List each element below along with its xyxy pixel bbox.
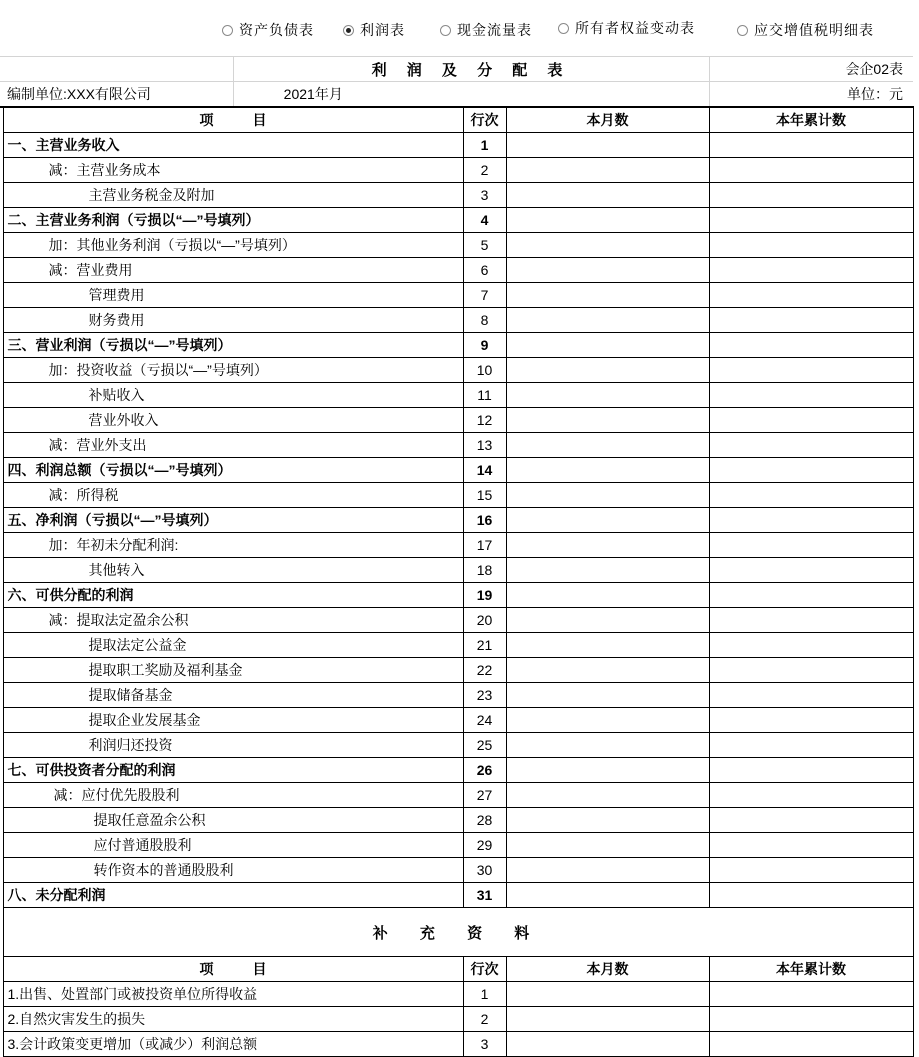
row-ytd-cell[interactable]: [709, 633, 913, 658]
row-month-cell[interactable]: [506, 833, 709, 858]
row-line-number[interactable]: 10: [463, 358, 506, 383]
row-item-label[interactable]: 其他转入: [3, 558, 463, 583]
row-month-cell[interactable]: [506, 533, 709, 558]
radio-label[interactable]: 利润表: [360, 22, 405, 38]
row-item-label[interactable]: 六、可供分配的利润: [3, 583, 463, 608]
row-ytd-cell[interactable]: [709, 408, 913, 433]
row-item-label[interactable]: 加：年初未分配利润:: [3, 533, 463, 558]
row-month-cell[interactable]: [506, 683, 709, 708]
reporting-entity[interactable]: 编制单位:XXX有限公司: [3, 82, 233, 108]
table-row: [0, 758, 913, 783]
row-month-cell[interactable]: [506, 208, 709, 233]
row-item-label[interactable]: 财务费用: [3, 308, 463, 333]
row-month-cell[interactable]: [506, 783, 709, 808]
row-month-cell[interactable]: [506, 583, 709, 608]
row-ytd-cell[interactable]: [709, 233, 913, 258]
row-item-label[interactable]: 提取职工奖励及福利基金: [3, 658, 463, 683]
table-row: [0, 133, 913, 158]
table-row: [0, 683, 913, 708]
table-row: [0, 833, 913, 858]
supplement-title-row: [0, 908, 913, 957]
row-ytd-cell[interactable]: [709, 533, 913, 558]
row-line-number[interactable]: 2: [463, 1007, 506, 1032]
row-item-label[interactable]: 利润归还投资: [3, 733, 463, 758]
table-row: [0, 783, 913, 808]
radio-icon[interactable]: [558, 23, 569, 34]
row-month-cell[interactable]: [506, 283, 709, 308]
column-header-row: [0, 107, 913, 133]
radio-equity-changes[interactable]: [558, 17, 695, 39]
row-month-cell[interactable]: [506, 233, 709, 258]
radio-label[interactable]: 现金流量表: [457, 22, 532, 38]
col-header-line[interactable]: 行次: [463, 957, 506, 982]
row-item-label[interactable]: 二、主营业务利润（亏损以“—”号填列）: [3, 208, 463, 233]
row-ytd-cell[interactable]: [709, 558, 913, 583]
row-line-number[interactable]: 15: [463, 483, 506, 508]
report-tab-bar: [0, 0, 919, 57]
row-ytd-cell[interactable]: [709, 608, 913, 633]
radio-label[interactable]: 资产负债表: [239, 22, 314, 38]
radio-icon[interactable]: [440, 25, 451, 36]
row-item-label[interactable]: 四、利润总额（亏损以“—”号填列）: [3, 458, 463, 483]
row-line-number[interactable]: 21: [463, 633, 506, 658]
row-item-label[interactable]: 减：营业外支出: [3, 433, 463, 458]
row-month-cell[interactable]: [506, 633, 709, 658]
row-ytd-cell[interactable]: [709, 308, 913, 333]
row-ytd-cell[interactable]: [709, 358, 913, 383]
row-month-cell[interactable]: [506, 383, 709, 408]
row-item-label[interactable]: 应付普通股股利: [3, 833, 463, 858]
row-item-label[interactable]: 一、主营业务收入: [3, 133, 463, 158]
table-row: [0, 558, 913, 583]
table-row: [0, 708, 913, 733]
row-month-cell[interactable]: [506, 183, 709, 208]
row-line-number[interactable]: 6: [463, 258, 506, 283]
row-item-label[interactable]: 转作资本的普通股股利: [3, 858, 463, 883]
row-line-number[interactable]: 13: [463, 433, 506, 458]
col-header-month[interactable]: 本月数: [506, 107, 709, 133]
row-ytd-cell[interactable]: [709, 783, 913, 808]
row-line-number[interactable]: 24: [463, 708, 506, 733]
row-line-number[interactable]: 29: [463, 833, 506, 858]
table-row: [0, 458, 913, 483]
row-month-cell[interactable]: [506, 333, 709, 358]
row-item-label[interactable]: 减：应付优先股股利: [3, 783, 463, 808]
table-row: [0, 808, 913, 833]
report-code[interactable]: 会企02表: [709, 57, 913, 82]
row-item-label[interactable]: 加：其他业务利润（亏损以“—”号填列）: [3, 233, 463, 258]
row-line-number[interactable]: 19: [463, 583, 506, 608]
row-ytd-cell[interactable]: [709, 1032, 913, 1057]
table-row: [0, 158, 913, 183]
row-line-number[interactable]: 7: [463, 283, 506, 308]
table-row: [0, 308, 913, 333]
row-item-label[interactable]: 三、营业利润（亏损以“—”号填列）: [3, 333, 463, 358]
row-line-number[interactable]: 4: [463, 208, 506, 233]
row-line-number[interactable]: 22: [463, 658, 506, 683]
table-row: [0, 433, 913, 458]
row-item-label[interactable]: 管理费用: [3, 283, 463, 308]
currency-unit[interactable]: 单位：元: [709, 82, 913, 108]
row-ytd-cell[interactable]: [709, 433, 913, 458]
row-item-label[interactable]: 营业外收入: [3, 408, 463, 433]
row-month-cell[interactable]: [506, 308, 709, 333]
row-line-number[interactable]: 5: [463, 233, 506, 258]
table-row: [0, 583, 913, 608]
row-line-number[interactable]: 23: [463, 683, 506, 708]
row-month-cell[interactable]: [506, 808, 709, 833]
row-ytd-cell[interactable]: [709, 683, 913, 708]
row-line-number[interactable]: 27: [463, 783, 506, 808]
row-month-cell[interactable]: [506, 658, 709, 683]
row-month-cell[interactable]: [506, 133, 709, 158]
row-line-number[interactable]: 20: [463, 608, 506, 633]
income-statement-table: [0, 56, 914, 1057]
row-item-label[interactable]: 八、未分配利润: [3, 883, 463, 908]
radio-income-statement[interactable]: [343, 19, 405, 41]
row-line-number[interactable]: 18: [463, 558, 506, 583]
row-month-cell[interactable]: [506, 982, 709, 1007]
row-line-number[interactable]: 25: [463, 733, 506, 758]
row-item-label[interactable]: 3.会计政策变更增加（或减少）利润总额: [3, 1032, 463, 1057]
row-month-cell[interactable]: [506, 608, 709, 633]
row-ytd-cell[interactable]: [709, 158, 913, 183]
table-row: [0, 233, 913, 258]
row-line-number[interactable]: 28: [463, 808, 506, 833]
col-header-month[interactable]: 本月数: [506, 957, 709, 982]
row-line-number[interactable]: 14: [463, 458, 506, 483]
row-month-cell[interactable]: [506, 1007, 709, 1032]
row-item-label[interactable]: 减：提取法定盈余公积: [3, 608, 463, 633]
row-ytd-cell[interactable]: [709, 858, 913, 883]
row-month-cell[interactable]: [506, 358, 709, 383]
row-line-number[interactable]: 1: [463, 133, 506, 158]
supplement-header-row: [0, 957, 913, 982]
table-row: [0, 283, 913, 308]
supplement-row: [0, 1032, 913, 1057]
row-line-number[interactable]: 2: [463, 158, 506, 183]
row-month-cell[interactable]: [506, 258, 709, 283]
row-month-cell[interactable]: [506, 883, 709, 908]
row-line-number[interactable]: 16: [463, 508, 506, 533]
row-month-cell[interactable]: [506, 433, 709, 458]
spreadsheet: [0, 56, 919, 1057]
report-period[interactable]: 2021年月: [283, 86, 343, 102]
row-item-label[interactable]: 提取任意盈余公积: [3, 808, 463, 833]
table-row: [0, 533, 913, 558]
table-row: [0, 608, 913, 633]
supplement-row: [0, 1007, 913, 1032]
row-ytd-cell[interactable]: [709, 883, 913, 908]
col-header-line[interactable]: 行次: [463, 107, 506, 133]
row-month-cell[interactable]: [506, 858, 709, 883]
col-header-item[interactable]: 项 目: [3, 107, 463, 133]
table-row: [0, 408, 913, 433]
row-month-cell[interactable]: [506, 1032, 709, 1057]
col-header-ytd[interactable]: 本年累计数: [709, 107, 913, 133]
row-ytd-cell[interactable]: [709, 483, 913, 508]
row-item-label[interactable]: 减：主营业务成本: [3, 158, 463, 183]
row-month-cell[interactable]: [506, 458, 709, 483]
radio-vat-detail[interactable]: [737, 19, 874, 41]
row-month-cell[interactable]: [506, 483, 709, 508]
row-line-number[interactable]: 3: [463, 183, 506, 208]
row-month-cell[interactable]: [506, 558, 709, 583]
radio-cash-flow[interactable]: [440, 19, 532, 41]
radio-label[interactable]: 所有者权益变动表: [575, 20, 695, 36]
radio-icon[interactable]: [737, 25, 748, 36]
row-month-cell[interactable]: [506, 508, 709, 533]
row-ytd-cell[interactable]: [709, 183, 913, 208]
row-month-cell[interactable]: [506, 158, 709, 183]
supplement-title[interactable]: 补 充 资 料: [3, 908, 913, 957]
row-ytd-cell[interactable]: [709, 508, 913, 533]
row-ytd-cell[interactable]: [709, 1007, 913, 1032]
row-ytd-cell[interactable]: [709, 808, 913, 833]
row-ytd-cell[interactable]: [709, 833, 913, 858]
row-ytd-cell[interactable]: [709, 758, 913, 783]
row-ytd-cell[interactable]: [709, 733, 913, 758]
meta-row: [0, 82, 913, 108]
row-ytd-cell[interactable]: [709, 458, 913, 483]
row-item-label[interactable]: 提取法定公益金: [3, 633, 463, 658]
radio-selected-icon[interactable]: [343, 25, 354, 36]
table-row: [0, 483, 913, 508]
row-line-number[interactable]: 11: [463, 383, 506, 408]
row-ytd-cell[interactable]: [709, 258, 913, 283]
row-item-label[interactable]: 2.自然灾害发生的损失: [3, 1007, 463, 1032]
radio-icon[interactable]: [222, 25, 233, 36]
radio-balance-sheet[interactable]: [222, 19, 314, 41]
row-line-number[interactable]: 1: [463, 982, 506, 1007]
row-item-label[interactable]: 减：营业费用: [3, 258, 463, 283]
row-item-label[interactable]: 提取储备基金: [3, 683, 463, 708]
row-line-number[interactable]: 3: [463, 1032, 506, 1057]
col-header-item[interactable]: 项 目: [3, 957, 463, 982]
row-ytd-cell[interactable]: [709, 208, 913, 233]
row-item-label[interactable]: 五、净利润（亏损以“—”号填列）: [3, 508, 463, 533]
row-ytd-cell[interactable]: [709, 383, 913, 408]
supplement-row: [0, 982, 913, 1007]
row-line-number[interactable]: 31: [463, 883, 506, 908]
row-ytd-cell[interactable]: [709, 708, 913, 733]
table-row: [0, 358, 913, 383]
row-line-number[interactable]: 8: [463, 308, 506, 333]
row-ytd-cell[interactable]: [709, 982, 913, 1007]
table-row: [0, 858, 913, 883]
title-row: [0, 57, 913, 82]
row-month-cell[interactable]: [506, 708, 709, 733]
row-line-number[interactable]: 26: [463, 758, 506, 783]
row-line-number[interactable]: 17: [463, 533, 506, 558]
row-line-number[interactable]: 30: [463, 858, 506, 883]
row-item-label[interactable]: 提取企业发展基金: [3, 708, 463, 733]
radio-label[interactable]: 应交增值税明细表: [754, 22, 874, 38]
table-row: [0, 733, 913, 758]
row-ytd-cell[interactable]: [709, 658, 913, 683]
row-item-label[interactable]: 1.出售、处置部门或被投资单位所得收益: [3, 982, 463, 1007]
table-row: [0, 658, 913, 683]
col-header-ytd[interactable]: 本年累计数: [709, 957, 913, 982]
row-item-label[interactable]: 主营业务税金及附加: [3, 183, 463, 208]
row-ytd-cell[interactable]: [709, 333, 913, 358]
table-row: [0, 208, 913, 233]
table-row: [0, 383, 913, 408]
row-line-number[interactable]: 9: [463, 333, 506, 358]
row-month-cell[interactable]: [506, 758, 709, 783]
table-row: [0, 883, 913, 908]
row-line-number[interactable]: 12: [463, 408, 506, 433]
table-row: [0, 183, 913, 208]
row-item-label[interactable]: 七、可供投资者分配的利润: [3, 758, 463, 783]
row-ytd-cell[interactable]: [709, 283, 913, 308]
table-row: [0, 333, 913, 358]
table-row: [0, 633, 913, 658]
row-item-label[interactable]: 减：所得税: [3, 483, 463, 508]
row-month-cell[interactable]: [506, 733, 709, 758]
report-title[interactable]: 利 润 及 分 配 表: [233, 57, 709, 82]
table-row: [0, 508, 913, 533]
row-ytd-cell[interactable]: [709, 583, 913, 608]
row-ytd-cell[interactable]: [709, 133, 913, 158]
table-row: [0, 258, 913, 283]
row-item-label[interactable]: 加：投资收益（亏损以“—”号填列）: [3, 358, 463, 383]
row-month-cell[interactable]: [506, 408, 709, 433]
row-item-label[interactable]: 补贴收入: [3, 383, 463, 408]
